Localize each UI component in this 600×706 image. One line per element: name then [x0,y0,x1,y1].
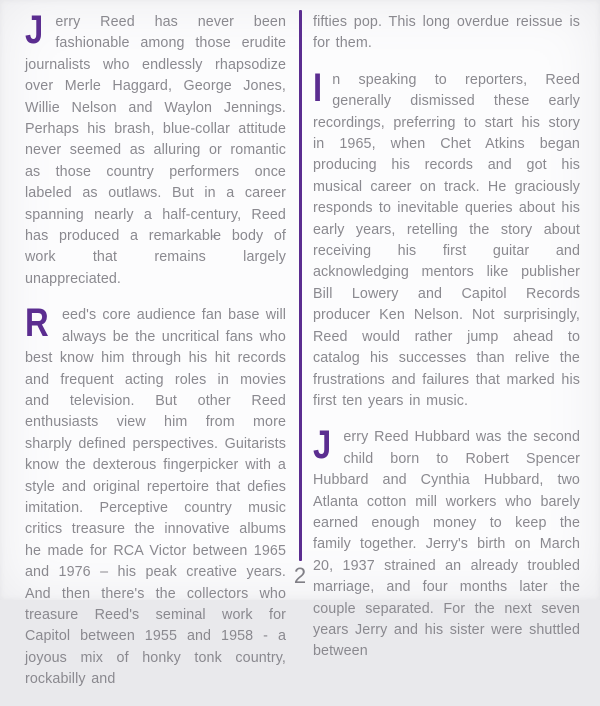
paragraph-text: fifties pop. This long overdue reissue is for them. [313,14,580,52]
paragraph [313,423,580,662]
paragraph-text: erry Reed Hubbard was the second child born to Robert Spencer Hubbard and Cynthia Hubbard, two Atlanta cotton mill workers who barely earned enough money to keep the family together. Jerry's birth on March 20, 1937 strained an already troubled marriage, and four months later the couple separated. For the next seven years Jerry and his sister were shuttled between [313,429,580,660]
paragraph [25,301,286,690]
left-column [25,8,286,706]
dropcap-letter: J [313,423,332,468]
page-number: 2 [293,563,307,588]
paragraph-text: erry Reed has never been fashionable among those erudite journalists who endlessly rhapsodize over Merle Haggard, George Jones, Willie Nelson and Waylon Jennings. Perhaps his brash, blue-collar attitude never seemed as alluring or romantic as those country performers once labeled as outlaws. But in a career spanning nearly a half-century, Reed has produced a remarkable body of work that remains largely unappreciated. [25,14,286,287]
paragraph [313,65,580,413]
dropcap-letter: R [25,301,49,346]
column-divider-rule [299,10,302,561]
paragraph [25,8,286,290]
paragraph [313,12,580,55]
dropcap-letter: I [313,65,323,110]
paragraph-text: eed's core audience fan base will always be the uncritical fans who best know him through his hit records and frequent acting roles in movies and television. But other Reed enthusiasts view him from more sharply defined perspectives. Guitarists know the dexterous fingerpicker with a style and original repertoire that defies imitation. Perceptive country music critics treasure the innovative albums he made for RCA Victor between 1965 and 1976 – his peak creative years. And then there's the collectors who treasure Reed's seminal work for Capitol between 1955 and 1958 - a joyous mix of honky tonk country, rockabilly and [25,307,286,688]
right-column [313,12,580,678]
paragraph-text: n speaking to reporters, Reed generally dismissed these early recordings, preferring to start his story in 1965, when Chet Atkins began producing his records and got his musical career on track. He graciously responds to inevitable queries about his early years, retelling the story about receiving his first guitar and acknowledging mentors like publisher Bill Lowery and Capitol Records producer Ken Nelson. Not surprisingly, Reed would rather jump ahead to catalog his successes than relive the frustrations and failures that marked his first ten years in music. [313,71,580,409]
dropcap-letter: J [25,8,44,52]
